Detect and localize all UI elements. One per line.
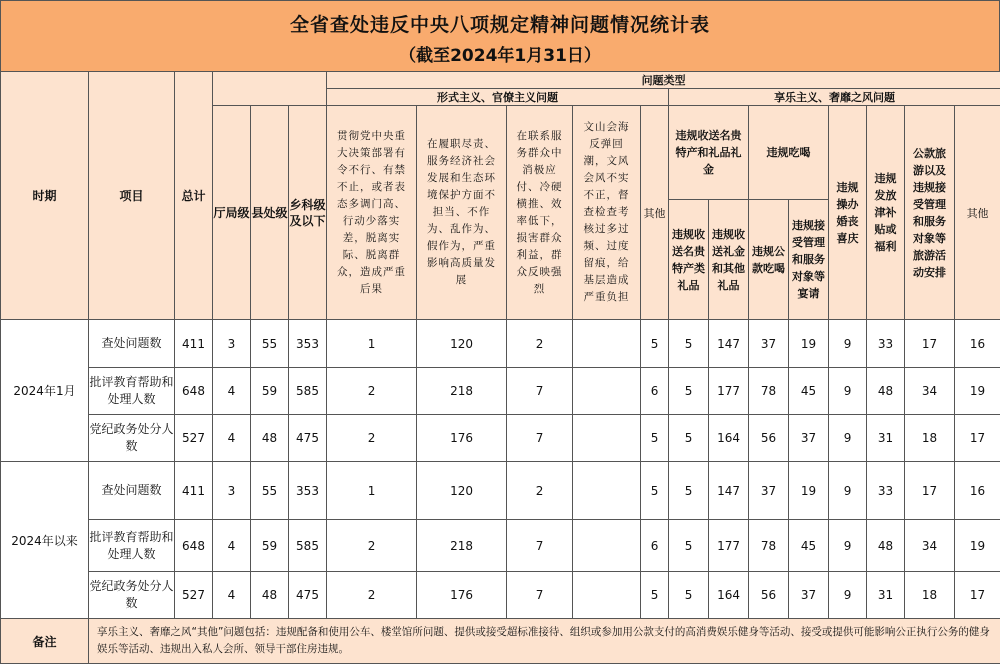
- cell: 4: [213, 520, 251, 572]
- cell: 37: [749, 462, 789, 520]
- header-formalism-1: 贯彻党中央重大决策部署有令不行、有禁不止，或者表态多调门高、行动少落实差，脱离实际、脱离群众，造成严重后果: [327, 106, 417, 320]
- cell: 5: [641, 462, 669, 520]
- cell: 59: [251, 368, 289, 415]
- row-label: 查处问题数: [89, 462, 175, 520]
- cell: 33: [867, 462, 905, 520]
- cell: 19: [955, 520, 1000, 572]
- cell: 16: [955, 320, 1000, 368]
- row-label: 党纪政务处分人数: [89, 415, 175, 462]
- header-hedonism: 享乐主义、奢靡之风问题: [669, 89, 1000, 106]
- cell: 16: [955, 462, 1000, 520]
- cell: 164: [709, 572, 749, 619]
- table-row: [1, 520, 1000, 572]
- cell: 7: [507, 572, 573, 619]
- cell: 4: [213, 415, 251, 462]
- cell: 176: [417, 572, 507, 619]
- cell: 34: [905, 368, 955, 415]
- header-item: 项目: [89, 72, 175, 320]
- cell: 585: [289, 520, 327, 572]
- cell: 475: [289, 572, 327, 619]
- header-dining: 违规吃喝: [749, 106, 829, 200]
- cell: 4: [213, 368, 251, 415]
- cell: 59: [251, 520, 289, 572]
- cell: 5: [669, 520, 709, 572]
- cell: 34: [905, 520, 955, 572]
- cell: 120: [417, 320, 507, 368]
- row-label: 批评教育帮助和处理人数: [89, 520, 175, 572]
- cell: 56: [749, 572, 789, 619]
- header-formalism-2: 在履职尽责、服务经济社会发展和生态环境保护方面不担当、不作为、乱作为、假作为，严重影响高质量发展: [417, 106, 507, 320]
- cell: [573, 572, 641, 619]
- cell: 411: [175, 462, 213, 520]
- cell: 45: [789, 368, 829, 415]
- page-title: 全省查处违反中央八项规定精神问题情况统计表: [289, 14, 710, 36]
- cell: 6: [641, 368, 669, 415]
- cell: 475: [289, 415, 327, 462]
- cell: 31: [867, 572, 905, 619]
- cell: 648: [175, 368, 213, 415]
- cell: 48: [867, 520, 905, 572]
- cell: 48: [251, 572, 289, 619]
- cell: 2: [327, 368, 417, 415]
- cell: 5: [669, 415, 709, 462]
- header-gifts-cash: 违规收送礼金和其他礼品: [709, 200, 749, 320]
- cell: 9: [829, 520, 867, 572]
- header-formalism-other: 其他: [641, 106, 669, 320]
- cell: 48: [867, 368, 905, 415]
- cell: 177: [709, 368, 749, 415]
- cell: 9: [829, 368, 867, 415]
- cell: 218: [417, 368, 507, 415]
- header-period: 时期: [1, 72, 89, 320]
- note-row: [1, 619, 1000, 664]
- cell: 164: [709, 415, 749, 462]
- cell: 78: [749, 520, 789, 572]
- header-xian-chu: 县处级: [251, 106, 289, 320]
- cell: 18: [905, 572, 955, 619]
- cell: 5: [641, 320, 669, 368]
- cell: 648: [175, 520, 213, 572]
- header-xiang-ke: 乡科级及以下: [289, 106, 327, 320]
- cell: 55: [251, 462, 289, 520]
- cell: 5: [669, 462, 709, 520]
- table-row: [1, 572, 1000, 619]
- header-hedonism-other: 其他: [955, 106, 1000, 320]
- page-subtitle: （截至2024年1月31日）: [399, 46, 601, 66]
- header-weddings: 违规操办婚丧喜庆: [829, 106, 867, 320]
- cell: 7: [507, 415, 573, 462]
- cell: 5: [669, 368, 709, 415]
- cell: 176: [417, 415, 507, 462]
- cell: 19: [789, 462, 829, 520]
- cell: 9: [829, 572, 867, 619]
- cell: 9: [829, 415, 867, 462]
- cell: 5: [641, 415, 669, 462]
- cell: 37: [749, 320, 789, 368]
- cell: [573, 368, 641, 415]
- header-formalism-3: 在联系服务群众中消极应付、冷硬横推、效率低下，损害群众利益，群众反映强烈: [507, 106, 573, 320]
- cell: 18: [905, 415, 955, 462]
- table-row: [1, 368, 1000, 415]
- cell: [573, 415, 641, 462]
- cell: 7: [507, 520, 573, 572]
- cell: 1: [327, 320, 417, 368]
- cell: 353: [289, 320, 327, 368]
- header-dining-banquet: 违规接受管理和服务对象等宴请: [789, 200, 829, 320]
- row-label: 党纪政务处分人数: [89, 572, 175, 619]
- cell: 31: [867, 415, 905, 462]
- cell: 147: [709, 462, 749, 520]
- cell: 527: [175, 572, 213, 619]
- header-total: 总计: [175, 72, 213, 320]
- header-level-blank: [213, 72, 327, 106]
- cell: 48: [251, 415, 289, 462]
- cell: 2: [507, 320, 573, 368]
- cell: 78: [749, 368, 789, 415]
- header-gifts: 违规收送名贵特产和礼品礼金: [669, 106, 749, 200]
- cell: 19: [955, 368, 1000, 415]
- note-label: 备注: [1, 619, 89, 664]
- cell: 585: [289, 368, 327, 415]
- cell: 33: [867, 320, 905, 368]
- cell: 56: [749, 415, 789, 462]
- period-cell: 2024年1月: [1, 320, 89, 462]
- cell: 2: [327, 520, 417, 572]
- header-ting-ju: 厅局级: [213, 106, 251, 320]
- cell: 527: [175, 415, 213, 462]
- header-formalism-4: 文山会海反弹回潮，文风会风不实不正，督查检查考核过多过频、过度留痕，给基层造成严重负担: [573, 106, 641, 320]
- cell: 55: [251, 320, 289, 368]
- cell: [573, 462, 641, 520]
- cell: 4: [213, 572, 251, 619]
- title-banner: [0, 0, 1000, 72]
- cell: 3: [213, 462, 251, 520]
- cell: 19: [789, 320, 829, 368]
- header-formalism: 形式主义、官僚主义问题: [327, 89, 669, 106]
- cell: 17: [905, 320, 955, 368]
- cell: 2: [327, 415, 417, 462]
- header-travel: 公款旅游以及违规接受管理和服务对象等旅游活动安排: [905, 106, 955, 320]
- cell: 37: [789, 572, 829, 619]
- cell: 17: [955, 572, 1000, 619]
- cell: 45: [789, 520, 829, 572]
- cell: 411: [175, 320, 213, 368]
- cell: 3: [213, 320, 251, 368]
- cell: [573, 520, 641, 572]
- cell: 6: [641, 520, 669, 572]
- cell: 5: [669, 572, 709, 619]
- header-dining-public: 违规公款吃喝: [749, 200, 789, 320]
- header-problem-type: 问题类型: [327, 72, 1000, 89]
- cell: [573, 320, 641, 368]
- table-row: [1, 415, 1000, 462]
- cell: 218: [417, 520, 507, 572]
- cell: 7: [507, 368, 573, 415]
- cell: 9: [829, 462, 867, 520]
- cell: 353: [289, 462, 327, 520]
- note-text: 享乐主义、奢靡之风“其他”问题包括：违规配备和使用公车、楼堂馆所问题、提供或接受超标准接待、组织或参加用公款支付的高消费娱乐健身等活动、接受或提供可能影响公正执行公务的健身娱乐等活动、违规出入私人会所、领导干部住房违规。: [89, 619, 1000, 664]
- row-label: 批评教育帮助和处理人数: [89, 368, 175, 415]
- table-row: [1, 462, 1000, 520]
- cell: 17: [905, 462, 955, 520]
- cell: 5: [669, 320, 709, 368]
- cell: 9: [829, 320, 867, 368]
- cell: 120: [417, 462, 507, 520]
- cell: 1: [327, 462, 417, 520]
- cell: 2: [327, 572, 417, 619]
- cell: 2: [507, 462, 573, 520]
- header-gifts-specialty: 违规收送名贵特产类礼品: [669, 200, 709, 320]
- period-cell: 2024年以来: [1, 462, 89, 619]
- row-label: 查处问题数: [89, 320, 175, 368]
- cell: 17: [955, 415, 1000, 462]
- header-subsidies: 违规发放津补贴或福利: [867, 106, 905, 320]
- table-row: [1, 320, 1000, 368]
- cell: 5: [641, 572, 669, 619]
- stats-table: [0, 71, 1000, 664]
- cell: 37: [789, 415, 829, 462]
- cell: 177: [709, 520, 749, 572]
- cell: 147: [709, 320, 749, 368]
